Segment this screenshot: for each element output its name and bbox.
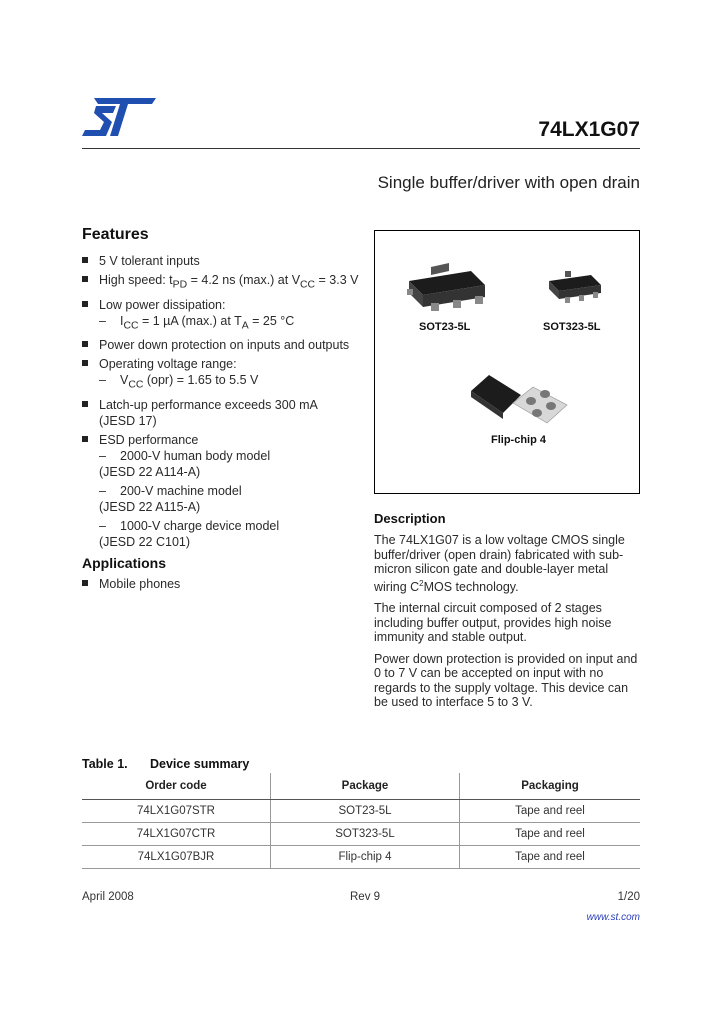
table-cell: SOT23-5L xyxy=(271,800,460,823)
column-header: Order code xyxy=(82,773,271,800)
table-row xyxy=(82,823,640,846)
table-cell: Tape and reel xyxy=(460,846,641,869)
features-list xyxy=(82,253,362,553)
bullet-icon xyxy=(82,301,88,307)
footer-revision: Rev 9 xyxy=(350,891,381,903)
footer-date: April 2008 xyxy=(82,891,134,903)
applications-list xyxy=(82,576,362,595)
feature-subitem: – 1000-V charge device model xyxy=(99,518,280,533)
footer-page-number: 1/20 xyxy=(617,891,640,903)
feature-subitem: – 200-V machine model xyxy=(99,483,242,498)
table-cell: 74LX1G07CTR xyxy=(82,823,271,846)
table-cell: 74LX1G07STR xyxy=(82,800,271,823)
description-heading: Description xyxy=(374,511,446,526)
feature-subitem-continuation: (JESD 22 A114-A) xyxy=(99,464,201,479)
table-cell: Flip-chip 4 xyxy=(271,846,460,869)
table-cell: Tape and reel xyxy=(460,823,641,846)
table-caption: Table 1. Device summary xyxy=(82,757,250,771)
bullet-icon xyxy=(82,341,88,347)
feature-item: ESD performance xyxy=(82,432,362,448)
bullet-icon xyxy=(82,276,88,282)
table-cell: 74LX1G07BJR xyxy=(82,846,271,869)
st-logo xyxy=(82,94,156,140)
feature-item-continuation: (JESD 17) xyxy=(99,413,157,428)
feature-subitem: – $I_{CC} = 1$ µA (max.) at $T_A = 25$ °C xyxy=(99,313,295,331)
bullet-icon xyxy=(82,360,88,366)
column-header: Package xyxy=(271,773,460,800)
bullet-icon xyxy=(82,401,88,407)
description-body xyxy=(374,533,640,717)
description-paragraph: The internal circuit composed of 2 stages including buffer output, provides high noise immunity and stable output. xyxy=(374,601,612,645)
table-cell: Tape and reel xyxy=(460,800,641,823)
feature-item: High speed: $t_{PD} = 4.2$ ns (max.) at $V_{CC} = 3.3$ V xyxy=(82,272,362,294)
applications-heading: Applications xyxy=(82,555,167,571)
feature-subitem-continuation: (JESD 22 C101) xyxy=(99,534,191,549)
feature-subitem-continuation: (JESD 22 A115-A) xyxy=(99,499,201,514)
package-images-box xyxy=(374,230,640,494)
header-rule xyxy=(82,148,640,149)
feature-subitem: – $V_{CC}$ (opr) = 1.65 to 5.5 V xyxy=(99,373,259,391)
feature-subitem: – 2000-V human body model xyxy=(99,448,271,463)
features-heading: Features xyxy=(82,226,149,243)
feature-item: Latch-up performance exceeds 300 mA xyxy=(82,397,362,413)
application-item: Mobile phones xyxy=(82,576,362,592)
table-header-row xyxy=(82,773,640,800)
sot23-label: SOT23-5L xyxy=(419,321,471,333)
document-subtitle: Single buffer/driver with open drain xyxy=(377,173,640,192)
bullet-icon xyxy=(82,257,88,263)
description-paragraph: Power down protection is provided on input and 0 to 7 V can be accepted on input with no regards to the supply voltage. This device can be used to interface 5 to 3 V. xyxy=(374,651,638,710)
flipchip-label: Flip-chip 4 xyxy=(491,434,546,446)
table-row xyxy=(82,846,640,869)
table-row xyxy=(82,800,640,823)
table-cell: SOT323-5L xyxy=(271,823,460,846)
description-paragraph: The 74LX1G07 is a low voltage CMOS single buffer/driver (open drain) fabricated with sub-micron silicon gate and double-layer metal wiring $C^2MOS$ technology. xyxy=(374,533,625,594)
bullet-icon xyxy=(82,436,88,442)
flipchip-package-icon xyxy=(469,373,569,425)
sot323-package-icon xyxy=(545,269,605,305)
sot23-package-icon xyxy=(401,261,491,313)
feature-item: Power down protection on inputs and outputs xyxy=(82,337,362,353)
feature-item: Low power dissipation: xyxy=(82,297,362,313)
feature-item: 5 V tolerant inputs xyxy=(82,253,362,269)
sot323-label: SOT323-5L xyxy=(543,321,601,333)
bullet-icon xyxy=(82,580,88,586)
feature-item: Operating voltage range: xyxy=(82,356,362,372)
website-link[interactable]: www.st.com xyxy=(586,912,640,923)
part-number: 74LX1G07 xyxy=(538,118,640,141)
device-summary-table xyxy=(82,773,640,869)
column-header: Packaging xyxy=(460,773,641,800)
